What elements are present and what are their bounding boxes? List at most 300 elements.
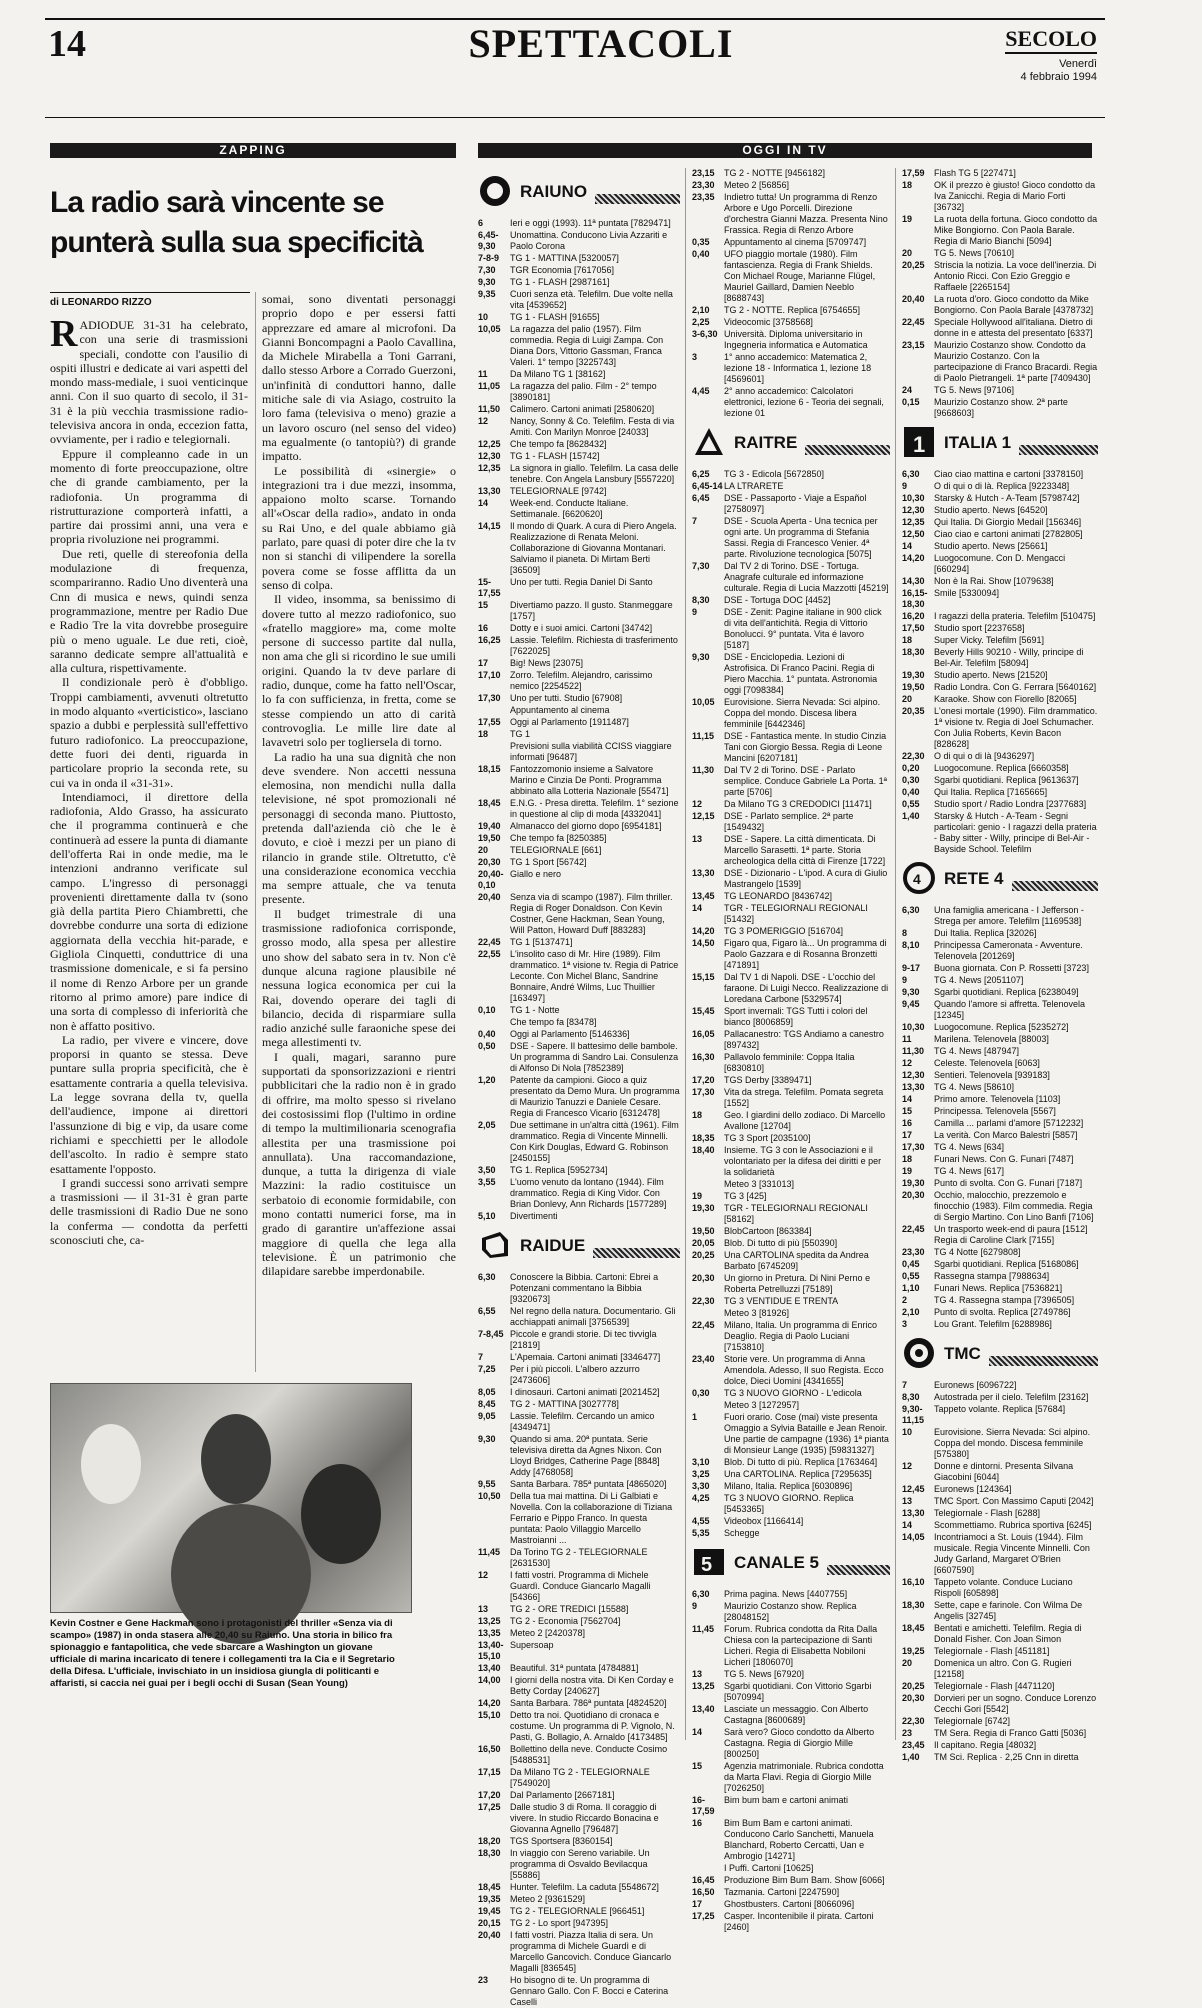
listing-program: Oggi al Parlamento [1911487] [510,717,629,727]
channel-name: ITALIA 1 [944,433,1012,452]
header-bottom-rule [45,117,1105,118]
listing-program: O di qui o di là [9436297] [934,751,1035,761]
article-paragraph: Intendiamoci, il direttore della radiofonia, Aldo Grasso, ha assicurato che il programma continuerà e che continuerà ad essere la punta di diamante dell'offerta Rai in onde medie, ma le intenzioni andranno verificate sul campo. L'ingresso di personaggi provenienti direttamente dalla tv (sono già della partita Piero Chiambretti, che dovrebbe condurre una sorta di edizione aggiornata della vecchia hit-parade, e Gigliola Cinquetti, conduttrice di una trasmissione domenicale, e si fa persino il nome di Renzo Arbore per un grande ritorno al primo amore) pare indice di una sorta di complesso di inferiorità che non è affatto positivo. [50,789,248,1033]
svg-text:1: 1 [913,431,926,457]
listing-program: Camilla ... parlami d'amore [5712232] [934,1118,1084,1128]
listing-time: 8 [902,928,908,938]
listing-row [692,180,890,191]
listing-row [692,1795,890,1817]
listing-row [478,369,680,380]
listing-row [478,1272,680,1305]
listing-row [478,218,680,229]
listing-time: 16,20 [902,611,925,621]
listing-time: 0,55 [902,799,920,809]
listing-row [478,845,680,856]
listing-row [478,1075,680,1119]
listing-time: 11 [902,1034,912,1044]
listing-time: 18 [902,180,913,190]
listing-time: 6,45-9,30 [478,230,499,251]
listing-time: 23,15 [692,168,715,178]
listing-row [692,731,890,764]
listing-program: Radio Londra. Con G. Ferrara [5640162] [934,682,1097,692]
listing-time: 19,40 [478,821,501,831]
listing-row [478,635,680,657]
listing-program: Dorvieri per un sogno. Conduce Lorenzo Cecchi Gori [5542] [934,1693,1097,1714]
listing-row [478,658,680,669]
listing-row [692,607,890,651]
listing-time [692,1308,724,1319]
listing-program: Almanacco del giorno dopo [6954181] [510,821,662,831]
channel-header-rete-4 [902,859,1098,899]
listing-time: 10,05 [692,697,715,707]
listing-program: Beautiful. 31ª puntata [4784881] [510,1663,639,1673]
listing-row [902,623,1098,634]
listing-time: 0,20 [902,763,920,773]
listing-row [902,635,1098,646]
listing-time: 17,30 [692,1087,715,1097]
listing-program: Divertimenti [510,1211,558,1221]
listing-program: Tazmania. Cartoni [2247590] [724,1887,840,1897]
listing-program: La ruota d'oro. Gioco condotto da Mike Bongiorno. Con Paola Barale [4378732] [934,294,1094,315]
listing-time: 0,40 [478,1029,496,1039]
listing-row [692,1388,890,1399]
rete-4-logo-icon [902,861,936,898]
listing-row [478,1547,680,1569]
listing-program: Incontriamoci a St. Louis (1944). Film musicale. Regia Vincente Minnelli. Con Judy Garland, Margaret O'Brien [6607590] [934,1532,1090,1575]
listing-program: Forum. Rubrica condotta da Rita Dalla Chiesa con la partecipazione di Santi Licheri. Regia di Elisabetta Nobiloni Licheri [1806070] [724,1624,878,1667]
listing-program: Sarà vero? Gioco condotto da Alberto Castagna. Regia di Giorgio Mille [800250] [724,1727,875,1759]
listing-row [902,1224,1098,1246]
listing-program: Ciao ciao e cartoni animati [2782805] [934,529,1083,539]
listing-program: Appuntamento al cinema [5709747] [724,237,867,247]
listing-program: TM Sera. Regia di Franco Gatti [5036] [934,1728,1087,1738]
listing-program: TG 1 Sport [56742] [510,857,587,867]
listing-row [692,1075,890,1086]
listing-time: 15,45 [692,1006,715,1016]
listing-program: Storie vere. Un programma di Anna Amendola. Adesso, Il suo Regista. Ecco dolce, Dieci Uomini [4341655] [724,1354,884,1386]
listing-program: Telegiornale - Flash [451181] [934,1646,1050,1656]
listing-row [692,834,890,867]
listing-time: 15,15 [692,972,715,982]
listing-row [902,576,1098,587]
listing-time: 0,40 [692,249,710,259]
listing-time: 18,30 [478,1848,501,1858]
listing-program: La ragazza del palio (1957). Film commedia. Regia di Luigi Zampa. Con Diana Dors, Vittorio Gassman, Franca Valeri. 1° tempo [3225743] [510,324,664,367]
listing-time: 5,10 [478,1211,496,1221]
listing-row [902,1404,1098,1426]
listing-row [692,1250,890,1272]
listing-program: Università. Diploma universitario in Ingegneria informatica e Automatica [724,329,868,350]
listing-program: I fatti vostri. Piazza Italia di sera. Un programma di Michele Guardì e di Marcello Gancovich. Conduce Giancarlo Magalli [836545] [510,1930,672,1973]
listing-program: Pallacanestro: TGS Andiamo a canestro [897432] [724,1029,884,1050]
listing-time: 17,25 [478,1802,501,1812]
listing-program: Autostrada per il cielo. Telefilm [23162] [934,1392,1089,1402]
listing-row [902,963,1098,974]
listing-time: 5,35 [692,1528,710,1538]
listing-program: Zorro. Telefilm. Alejandro, carissimo nemico [2254522] [510,670,653,691]
listing-program: Agenzia matrimoniale. Rubrica condotta da Marta Flavi. Regia di Giorgio Mille [7026250] [724,1761,884,1793]
listing-program: Telegiornale - Flash [4471120] [934,1681,1055,1691]
listing-row [692,1481,890,1492]
listing-time: 20 [902,1658,913,1668]
listing-program: Meteo 3 [331013] [724,1179,795,1189]
listing-time: 14 [478,498,489,508]
listing-program: Studio sport [2237658] [934,623,1025,633]
listing-program: Principessa Cameronata - Avventure. Telenovela [201269] [934,940,1083,961]
listing-program: 2° anno accademico: Calcolatori elettronici, lezione 6 - Teoria dei segnali, lezione 01 [724,386,884,418]
listing-time: 16,10 [902,1577,925,1587]
listing-program: TG 3 VENTIDUE E TRENTA [724,1296,839,1306]
listing-program: Schegge [724,1528,760,1538]
listing-program: TELEGIORNALE [9742] [510,486,607,496]
article-paragraph: Eppure il compleanno cade in un momento di forte preoccupazione, oltre che di grande cambiamento, per la radiofonia. Un programma di ristrutturazione comporterà infatti, a partire dai prossimi anni, una vera e propria rivoluzione nei programmi. [50,446,248,547]
listing-row [478,892,680,936]
listing-row [478,1041,680,1074]
listing-row [902,1600,1098,1622]
listing-time: 12,15 [692,811,715,821]
raiuno-logo-icon [478,174,512,211]
listing-program: TG 4. Rassegna stampa [7396505] [934,1295,1075,1305]
listing-time: 13,40-15,10 [478,1640,504,1661]
listing-time: 22,45 [478,937,501,947]
listing-row [478,821,680,832]
listing-row [478,1802,680,1835]
listing-time: 12 [478,1570,489,1580]
listing-row [902,248,1098,259]
listing-row [692,1006,890,1028]
listing-program: TG 3 POMERIGGIO [516704] [724,926,844,936]
listing-program: Donne e dintorni. Presenta Silvana Giacobini [6044] [934,1461,1074,1482]
listing-row [478,937,680,948]
listing-row [478,439,680,450]
listing-row [902,694,1098,705]
article-paragraph: La radio ha una sua dignità che non deve svendere. Non accetti nessuna elemosina, non mendichi nulla dalla televisione, né spot promozionali né personaggi di seconda mano. Piuttosto, pretenda dall'azienda ciò che le è dovuto, e cioè i mezzi per un piano di rilancio in grande stile. Oltretutto, c'è una considerazione economica vecchia ma sempre attuale, che va tenuta presente. [262,749,456,907]
listing-time: 16,45 [692,1875,715,1885]
listing-row [692,1052,890,1074]
listing-row [902,1427,1098,1460]
listing-row [478,1479,680,1490]
listing-time: 20,25 [692,1250,715,1260]
listing-program: TG 3 [425] [724,1191,767,1201]
listing-time: 3 [902,1319,908,1329]
listing-program: Unomattina. Conducono Livia Azzariti e Paolo Corona [510,230,668,251]
listing-row [478,1352,680,1363]
listing-time: 16,30 [692,1052,715,1062]
listing-time: 13,35 [478,1628,501,1638]
listing-time: 15 [902,1106,913,1116]
listing-time: 23,30 [902,1247,925,1257]
listing-row [692,561,890,594]
listing-row [902,751,1098,762]
listing-row [478,416,680,438]
listing-program: TG 2 - TELEGIORNALE [966451] [510,1906,645,1916]
listing-time: 12,45 [902,1484,925,1494]
listing-time: 4,25 [692,1493,710,1503]
listing-row [902,1508,1098,1519]
listing-row [902,294,1098,316]
listing-row [902,1154,1098,1165]
listing-program: DSE - Parlato semplice. 2ª parte [1549432] [724,811,854,832]
listing-row [902,1094,1098,1105]
listing-time: 23,15 [902,340,925,350]
listing-program: TG 3 NUOVO GIORNO. Replica [5453365] [724,1493,854,1514]
listing-program: Domenica un altro. Con G. Rugieri [12158] [934,1658,1072,1679]
listing-row [692,168,890,179]
listing-time: 17,20 [692,1075,715,1085]
listing-time: 16,15-18,30 [902,588,928,609]
listing-row [692,972,890,1005]
listing-time: 12 [902,1058,913,1068]
listing-program: Studio aperto. News [64520] [934,505,1048,515]
listing-program: Uno per tutti. Regia Daniel Di Santo [510,577,653,587]
listing-time: 14,20 [692,926,715,936]
listing-time: 12 [692,799,703,809]
article-paragraph: Le possibilità di «sinergie» o integrazioni tra i due mezzi, insomma, appaiono molto scarse. Tornando all'«Oscar della radio», andato in onda su Rai Uno, e del quale abbiamo già parlato, pare quasi di poter dire che la tv non si stanchi di vilipendere la sorella povera come se fosse afflitta da un senso di colpa. [262,463,456,592]
listing-time: 12,25 [478,439,501,449]
listing-program: Funari News. Replica [7536821] [934,1283,1063,1293]
listing-program: Euronews [124364] [934,1484,1012,1494]
listing-program: Ciao ciao mattina e cartoni [3378150] [934,469,1084,479]
listing-time: 22,45 [902,317,925,327]
listing-program: 1° anno accademico: Matematica 2, lezione 18 - Informatica 1, lezione 18 [4569601] [724,352,872,384]
listing-time: 13,25 [478,1616,501,1626]
listing-time: 9,30 [902,987,920,997]
listing-row [478,1882,680,1893]
listing-program: Dal Parlamento [2667181] [510,1790,615,1800]
listing-time: 17 [692,1899,703,1909]
listing-program: Scommettiamo. Rubrica sportiva [6245] [934,1520,1092,1530]
listing-row [902,787,1098,798]
listing-row [692,1087,890,1109]
listing-time: 19,30 [692,1203,715,1213]
listing-program: Sgarbi quotidiani. Replica [9613637] [934,775,1079,785]
listing-time: 7 [478,1352,484,1362]
listing-time: 16,50 [692,1887,715,1897]
listing-time: 1 [692,1412,698,1422]
listing-program: Dal TV 2 di Torino. DSE - Tortuga. Anagrafe culturale ed informazione culturale. Regia di Lucia Mazzotti [45219] [724,561,889,593]
tv-column-b [692,168,890,1932]
listing-row [902,940,1098,962]
listing-row [902,775,1098,786]
listing-time: 14,20 [478,1698,501,1708]
listing-row [902,1740,1098,1751]
listing-row [478,1120,680,1164]
listing-time: 20,40 [478,892,501,902]
listing-program: Divertiamo pazzo. Il gusto. Stanmeggare [1757] [510,600,673,621]
listing-time: 0,10 [478,1005,496,1015]
listing-program: TGR - TELEGIORNALI REGIONALI [58162] [724,1203,868,1224]
listing-row [902,1295,1098,1306]
listing-row [478,1906,680,1917]
listing-time: 20,05 [692,1238,715,1248]
listing-row [692,1818,890,1862]
listing-row [692,352,890,385]
listing-time: 19 [902,214,913,224]
listing-time: 0,45 [902,1259,920,1269]
channel-header-raitre [692,423,890,463]
listing-row [692,1516,890,1527]
listing-row [902,493,1098,504]
listing-row [902,168,1098,179]
listing-time: 22,45 [692,1320,715,1330]
listing-program: Flash TG 5 [227471] [934,168,1016,178]
listing-time: 17,10 [478,670,501,680]
listing-row [902,481,1098,492]
listing-row [692,1887,890,1898]
listing-time: 10,30 [902,1022,925,1032]
listing-time: 16 [692,1818,703,1828]
channel-name: RAIDUE [520,1236,586,1255]
svg-text:5: 5 [701,1553,713,1576]
listing-program: TG 5. News [70610] [934,248,1015,258]
listing-time: 1,40 [902,1752,920,1762]
listing-program: E.N.G. - Presa diretta. Telefilm. 1° sezione in questione al clip di moda [4332041] [510,798,679,819]
listing-time: 23,45 [902,1740,925,1750]
listing-time: 6,30 [692,1589,710,1599]
channel-hatch-decoration [805,445,890,455]
listing-row [478,1790,680,1801]
channel-hatch-decoration [1012,881,1098,891]
listing-row [902,1728,1098,1739]
listing-program: TGR - TELEGIORNALI REGIONALI [51432] [724,903,868,924]
listing-program: Eurovisione. Sierra Nevada: Sci alpino. Coppa del mondo. Discesa femminile [575380] [934,1427,1091,1459]
listing-row [692,811,890,833]
listing-program: Figaro qua, Figaro là... Un programma di Paolo Gazzara e di Rosanna Bronzetti [471891] [724,938,887,970]
listing-program: TG 4. News [487947] [934,1046,1020,1056]
listing-row [692,317,890,328]
listing-row [902,1681,1098,1692]
listing-time: 11,45 [478,1547,501,1557]
listing-row [478,729,680,740]
listing-time: 14 [902,541,913,551]
listing-time: 20,40 [902,294,925,304]
listing-time: 17,25 [692,1911,715,1921]
listing-program: Quando l'amore si affretta. Telenovela [12345] [934,999,1085,1020]
listing-program: DSE - Sapere. Il battesimo delle bambole. Un programma di Sandro Lai. Consulenza di Alfonso Di Nola [7852389] [510,1041,679,1073]
listing-time: 23 [902,1728,913,1738]
listing-row [692,1681,890,1703]
listing-program: Una CARTOLINA spedita da Andrea Barbato [6745209] [724,1250,869,1271]
listing-time: 13,30 [478,486,501,496]
listing-time: 23 [478,1975,489,1985]
listing-time: 15 [478,600,489,610]
listing-row [478,451,680,462]
listing-row [902,987,1098,998]
listing-time: 24 [902,385,913,395]
listing-time: 1,10 [902,1283,920,1293]
listing-program: La signora in giallo. Telefilm. La casa delle tenebre. Con Angela Lansbury [5557220] [510,463,679,484]
listing-program: TG 2 - Lo sport [947395] [510,1918,609,1928]
listing-time: 3,30 [692,1481,710,1491]
listing-row [478,623,680,634]
listing-program: TELEGIORNALE [661] [510,845,602,855]
listing-program: Pallavolo femminile: Coppa Italia [6830810] [724,1052,855,1073]
oggi-in-tv-bar: OGGI IN TV [478,143,1092,158]
listing-program: Buona giornata. Con P. Rossetti [3723] [934,963,1089,973]
listing-time: 20,30 [902,1693,925,1703]
listing-row [478,289,680,311]
listing-row [478,764,680,797]
listing-time: 14,15 [478,521,501,531]
listing-program: Patente da campioni. Gioco a quiz presentato da Demo Mura. Un programma di Maurizio Tanuzzi e Daniele Cesare. Regia di Francesco Vicario [6312478] [510,1075,680,1118]
listing-program: UFO piaggio mortale (1980). Film fantascienza. Regia di Frank Shields. Con Michael Rouge, Marianne Flügel, Mauriel Gaillard, Damien Neeblo [8688743] [724,249,876,303]
listing-row [478,1894,680,1905]
listing-program: Una CARTOLINA. Replica [7295635] [724,1469,872,1479]
listing-row [692,1761,890,1794]
listing-time: 9 [902,975,908,985]
listing-time: 17 [902,1130,913,1140]
listing-program: Meteo 2 [56856] [724,180,790,190]
listing-program: TG 4. News [634] [934,1142,1005,1152]
film-still-photo [50,1383,412,1613]
listing-row [902,1307,1098,1318]
listing-row [692,1601,890,1623]
listing-time: 19,50 [902,682,925,692]
listing-program: TMC Sport. Con Massimo Caputi [2042] [934,1496,1094,1506]
listing-time: 9,30 [478,1434,496,1444]
listing-program: Supersoap [510,1640,554,1650]
listing-time: 18 [902,1154,913,1164]
listing-time: 14 [692,1727,703,1737]
listing-row [478,521,680,576]
listing-program: TG 1. Replica [5952734] [510,1165,608,1175]
listing-row [902,1130,1098,1141]
listing-program: DSE - Fantastica mente. In studio Cinzia Tani con Giorgio Bessa. Regia di Leone Mancini [6207181] [724,731,887,763]
listing-program: TG 2 - Economia [7562704] [510,1616,621,1626]
channel-header-italia-1 [902,423,1098,463]
listing-program: Sgarbi quotidiani. Con Vittorio Sgarbi [5070994] [724,1681,872,1702]
listing-row [692,938,890,971]
channel-header-raiuno [478,172,680,212]
listing-time: 1,40 [902,811,920,821]
listing-program: Marilena. Telenovela [88003] [934,1034,1049,1044]
listing-row [692,1704,890,1726]
listing-time: 18,40 [692,1145,715,1155]
listing-row [902,1166,1098,1177]
listing-program: Vita da strega. Telefilm. Pomata segreta [1552] [724,1087,884,1108]
listing-time: 0,30 [692,1388,710,1398]
listing-time: 18,45 [902,1623,925,1633]
listing-time: 18,30 [902,1600,925,1610]
listing-time: 11,15 [692,731,715,741]
listing-program: TG 2 - ORE TREDICI [15588] [510,1604,629,1614]
listing-time: 12,35 [478,463,501,473]
listing-row [902,999,1098,1021]
listing-row [478,1387,680,1398]
listing-time: 14 [902,1094,913,1104]
listing-program: L'onesi mortale (1990). Film drammatico. 1ª visione tv. Regia di Joel Schumacher. Con Julia Roberts, Kevin Bacon [828628] [934,706,1098,749]
listing-row [478,869,680,891]
channel-header-tmc [902,1334,1098,1374]
listing-program: Un giorno in Pretura. Di Nini Perno e Roberta Petrelluzzi [75189] [724,1273,871,1294]
listing-row [902,1380,1098,1391]
listing-time: 14,50 [692,938,715,948]
listing-program: Da Milano TG 3 CREDODICI [11471] [724,799,872,809]
listing-program: DSE - Enciclopedia. Lezioni di Astrofisica. Di Franco Pacini. Regia di Piero Macchia. 1° puntata. Astronomia oggi [7098384] [724,652,878,695]
listing-program: Meteo 3 [1272957] [724,1400,800,1410]
section-title: SPETTACOLI [468,21,734,66]
listing-time: 19 [692,1191,703,1201]
listing-program: BlobCartoon [863384] [724,1226,812,1236]
listing-row [902,529,1098,540]
listing-program: Bim bum bam e cartoni animati [724,1795,849,1805]
listing-time: 20,15 [478,1918,501,1928]
channel-hatch-decoration [593,1248,680,1258]
listing-time: 12,35 [902,517,925,527]
listing-row [692,1911,890,1933]
listing-row [902,1752,1098,1763]
article-paragraph: La radio, per vivere e vincere, dove proporsi in quanto se stessa. Deve puntare sulla propria specificità, che è esattamente contraria a quella televisiva. La legge sovrana della tv, quella dell'audience, impone ai direttori l'assunzione di big e vip, da usare come richiami e specchietti per le allodole dell'ascolto. In radio è sempre stato esattamente l'opposto. [50,1032,248,1176]
